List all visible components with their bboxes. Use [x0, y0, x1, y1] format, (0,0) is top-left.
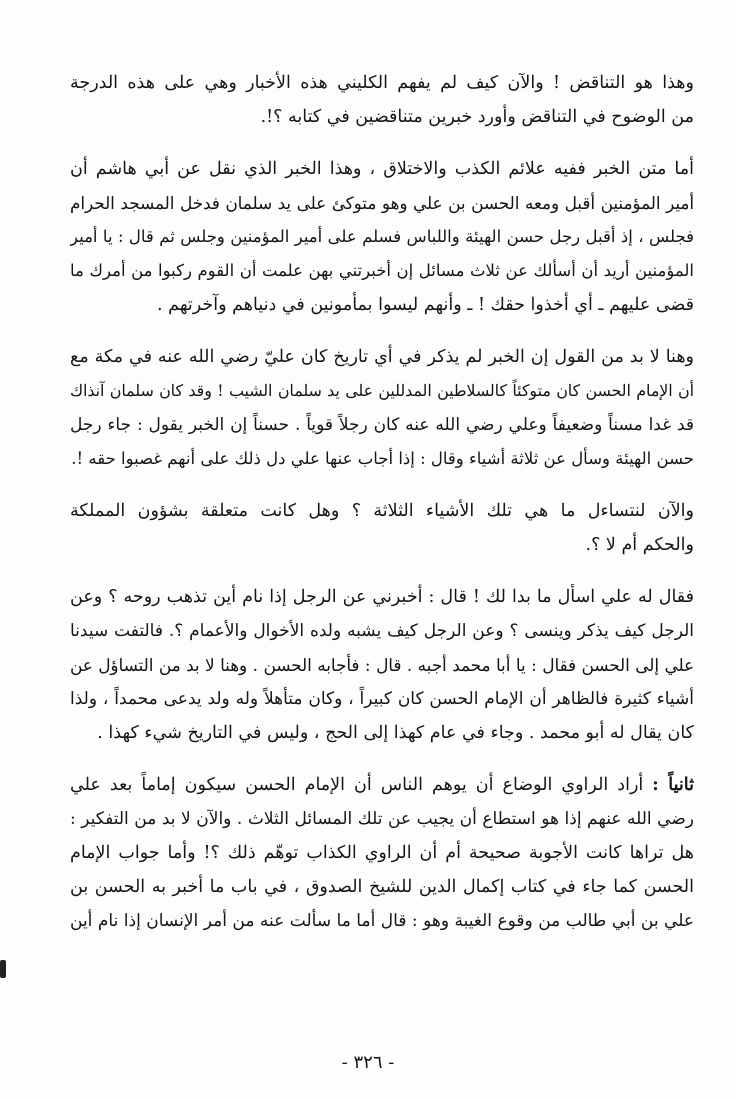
paragraph-1 [70, 66, 694, 134]
paragraph-4 [70, 494, 694, 562]
text-line: وهذا هو التناقض ! والآن كيف لم يفهم الكليني هذه الأخبار وهي على هذه الدرجة [70, 73, 694, 93]
text-line: والآن لنتساءل ما هي تلك الأشياء الثلاثة ؟ وهل كانت متعلقة بشؤون المملكة [70, 501, 694, 521]
page-number: - ٣٢٦ - [341, 1052, 395, 1073]
text-line: وهنا لا بد من القول إن الخبر لم يذكر في أي تاريخ كان عليّ رضي الله عنه في مكة مع [70, 347, 694, 367]
text-line-with-lead [70, 768, 694, 802]
text-line: من الوضوح في التناقض وأورد خبرين متناقضين في كتابه ؟!. [260, 107, 694, 127]
paragraph-5 [70, 580, 694, 750]
text-line: حسن الهيئة وسأل عن ثلاثة أشياء وقال : إذا أجاب عنها علي دل ذلك على أنهم غصبوا حقه !. [71, 449, 694, 468]
text-line: أما متن الخبر ففيه علائم الكذب والاختلاق ، وهذا الخبر الذي نقل عن أبي هاشم أن [70, 159, 694, 179]
text-line: فجلس ، إذ أقبل رجل حسن الهيئة واللباس فسلم على أمير المؤمنين وجلس ثم قال : يا أمير [70, 227, 694, 246]
text-line: فقال له علي اسأل ما بدا لك ! قال : أخبرني عن الرجل إذا نام أين تذهب روحه ؟ وعن [70, 587, 694, 607]
text-line: قضى عليهم ـ أي أخذوا حقك ! ـ وأنهم ليسوا بمأمونين في دنياهم وآخرتهم . [157, 295, 694, 315]
page-body [70, 66, 694, 938]
text-line: هل تراها كانت الأجوبة صحيحة أم أن الراوي الكذاب توهّم ذلك ؟! وأما جواب الإمام [70, 843, 694, 863]
text-line: كان يقال له أبو محمد . وجاء في عام كهذا إلى الحج ، وليس في التاريخ شيء كهذا . [97, 723, 694, 743]
text-line: الحسن كما جاء في كتاب إكمال الدين للشيخ الصدوق ، في باب ما أخبر به الحسن بن [70, 877, 694, 897]
text-line: أمير المؤمنين أقبل ومعه الحسن بن علي وهو متوكئ على يد سلمان فدخل المسجد الحرام [70, 193, 694, 213]
section-lead: ثانياً : [652, 775, 694, 795]
text-line-rest: أراد الراوي الوضاع أن يوهم الناس أن الإمام الحسن سيكون إماماً بعد علي [70, 775, 653, 795]
paragraph-6 [70, 768, 694, 938]
text-line: أشياء كثيرة فالظاهر أن الإمام الحسن كان كبيراً ، وكان متأهلاً وله ولد يدعى محمداً ، ولذا [70, 689, 694, 709]
text-line: قد غدا مسناً وضعيفاً وعلي رضي الله عنه كان رجلاً قوياً . حسناً إن الخبر يقول : جاء رجل [70, 415, 694, 435]
text-line: علي إلى الحسن فقال : يا أبا محمد أجبه . قال : فأجابه الحسن . وهنا لا بد من التساؤل عن [70, 655, 694, 675]
text-line: المؤمنين أريد أن أسألك عن ثلاث مسائل إن أخبرتني بهن علمت أن القوم ركبوا من أمرك ما [70, 261, 694, 280]
text-line: أن الإمام الحسن كان متوكئاً كالسلاطين المدللين على يد سلمان الشيب ! وقد كان سلمان آنذاك [70, 381, 694, 400]
paragraph-3 [70, 340, 694, 476]
text-line: علي بن أبي طالب من وقوع الغيبة وهو : قال أما ما سألت عنه من أمر الإنسان إذا نام أين [70, 911, 694, 931]
text-line: رضي الله عنهم إذا هو استطاع أن يجيب عن تلك المسائل الثلاث . والآن لا بد من التفكير : [70, 809, 694, 829]
scan-edge-mark [0, 960, 6, 978]
paragraph-2 [70, 152, 694, 322]
text-line: والحكم أم لا ؟. [585, 535, 694, 555]
text-line: الرجل كيف يذكر وينسى ؟ وعن الرجل كيف يشبه ولده الأخوال والأعمام ؟. فالتفت سيدنا [70, 621, 694, 641]
